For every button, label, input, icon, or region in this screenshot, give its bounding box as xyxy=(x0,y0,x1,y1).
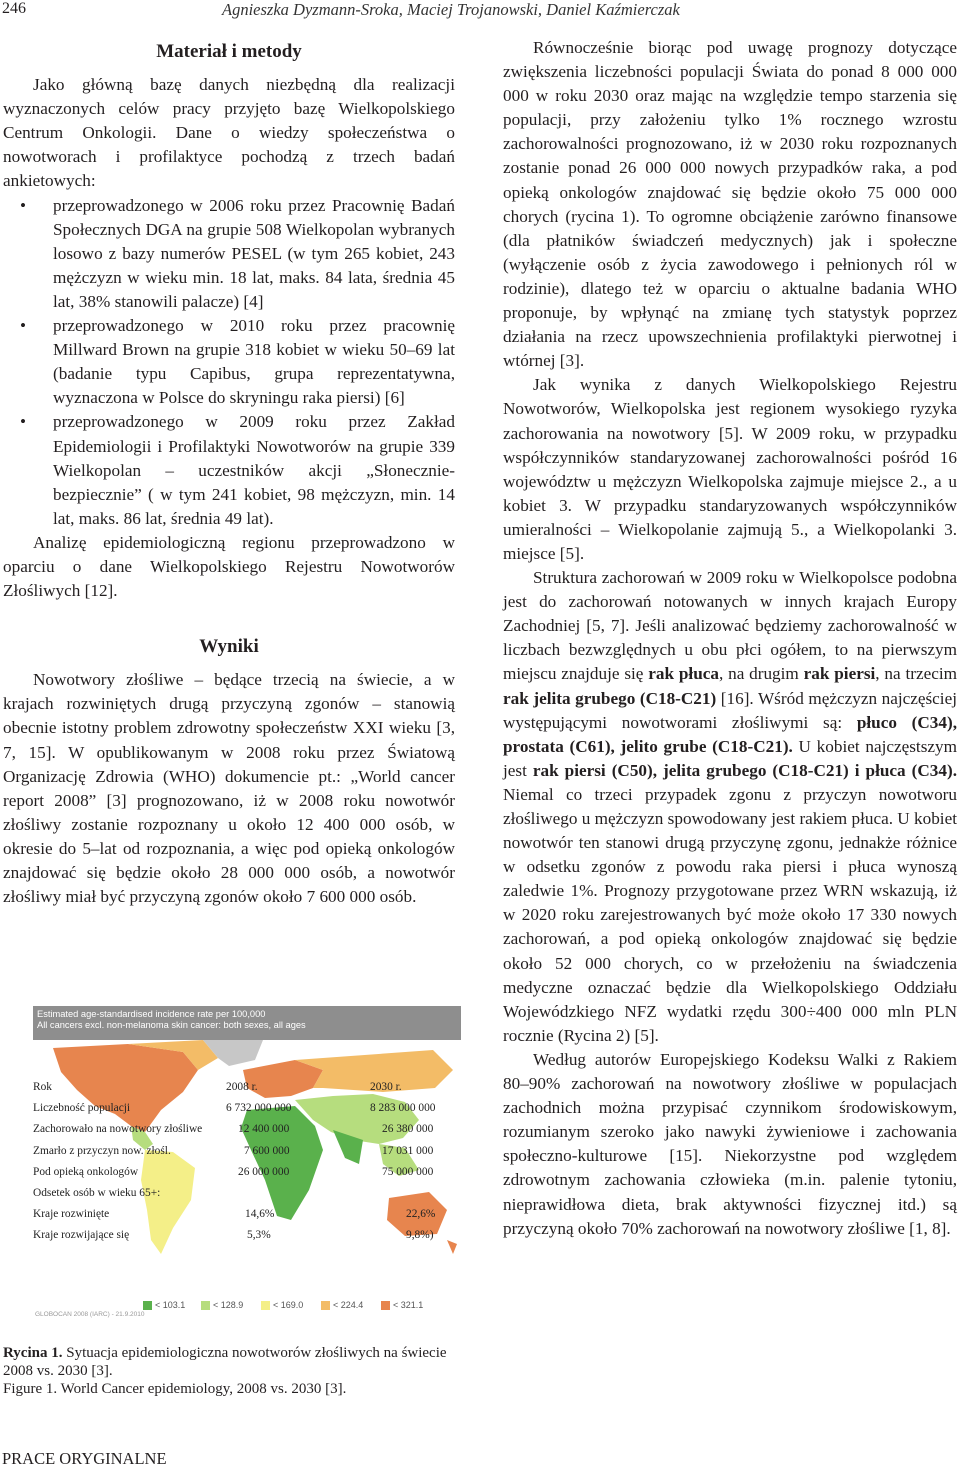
section-footer: PRACE ORYGINALNE xyxy=(2,1449,167,1468)
results-paragraph: Nowotwory złośliwe – będące trzecią na świecie, a w krajach rozwiniętych drugą przyczyną zgonów – stanowią obecnie istotny problem zdrowotny społeczeństw XXI wieku [3, 7, 15]. W opublikowanym w 2008 roku przez Światową Organizację Zdrowia (WHO) dokumencie pt.: „World cancer report 2008” [3] prognozowano, iż w 2008 roku nowotwór złośliwy zostanie rozpoznany u około 12 400 000 osób, w okresie do 5–lat od rozpoznania, a więc pod opieką onkologów znajdować się będzie około 28 000 000 osób, a nowotwór złośliwy miał być przyczyną zgonów około 7 600 000 osób. xyxy=(3,670,455,907)
map-title: Estimated age-standardised incidence rate per 100,000 All cancers excl. non-melanoma skin cancer: both sexes, all ages xyxy=(37,1009,306,1030)
legend-item: < 169.0 xyxy=(261,1300,303,1310)
legend-item: < 128.9 xyxy=(201,1300,243,1310)
legend-item: < 224.4 xyxy=(321,1300,363,1310)
caption-text: Sytuacja epidemiologiczna nowotworów złośliwych na świecie 2008 vs. 2030 [3]. xyxy=(3,1345,447,1379)
survey-item: • przeprowadzonego w 2009 roku przez Zakład Epidemiologii i Profilaktyki Nowotworów na grupie 339 Wielkopolan – uczestników akcji „Słonecznie-bezpiecznie” ( w tym 241 kobiet, 98 mężczyzn, min. 14 lat, maks. 86 lat, średnia 49 lat). xyxy=(3,410,455,530)
methods-paragraph: Jako główną bazę danych niezbędną dla realizacji wyznaczonych celów pracy przyjęto bazę Wielkopolskiego Centrum Onkologii. Dane o wiedzy społeczeństwa o nowotworach i profilaktyce pochodzą z trzech badań ankietowych: xyxy=(3,75,455,191)
legend-item: < 103.1 xyxy=(143,1300,185,1310)
heading-results: Wyniki xyxy=(199,636,259,658)
right-paragraph: Struktura zachorowań w 2009 roku w Wielkopolsce podobna jest do zachorowań notowanych w innych krajach Europy Zachodniej [5, 7]. Jeśli analizować będziemy zachorowalność w liczbach bezwzględnych u obu płci ogółem, to na pierwszym miejscu znajduje się rak płuca, na drugim rak piersi, na trzecim rak jelita grubego (C18-C21) [16]. Wśród mężczyzn najczęściej występującymi nowotworami złośliwymi są: płuco (C34), prostata (C61), jelito grube (C18-C21). U kobiet najczęstszym jest rak piersi (C50), jelita grubego (C18-C21) i płuca (C34). Niemal co trzeci przypadek zgonu z przyczyn nowotworu złośliwego u mężczyzn spowodowany jest rakiem płuca. U kobiet nowotwór ten stanowi drugą przyczynę zgonu, jednakże różnice w odsetku zgonów z powodu raka piersi i płuca wynoszą zaledwie 1%. Prognozy przygotowane przez WRN wskazują, iż w 2020 roku zarejestrowanych być może około 17 330 nowych zachorowań, a pod opieką onkologów znajdować się będzie około 52 000 chorych, co w przełożeniu na świadczenia medyczne oznaczać będzie dla Wielkopolskiego Oddziału Wojewódzkiego NFZ wydatki rzędu 300÷400 000 mln PLN rocznie (Rycina 2) [5]. xyxy=(503,568,957,1045)
right-paragraph: Równocześnie biorąc pod uwagę prognozy dotyczące zwiększenia liczebności populacji Świata do ponad 8 000 000 000 w roku 2030 oraz mając na względzie tempo starzenia się populacji, przy założeniu tylko 1% rocznego wzrostu zachorowalności prognozowano, iż w 2030 roku rozpoznanych zostanie ponad 26 000 000 nowych przypadków raka, a pod opieką onkologów znajdować się będzie około 75 000 000 chorych (rycina 1). To ogromne obciążenie zarówno finansowe (dla płatników świadczeń medycznych) jak i społeczne (wyłączenie osób z życia zawodowego i pełnionych ról w rodzinie), dlatego też w oparciu o aktualne badania WHO proponuje, by wpłynąć na zmianę tych statystyk poprzez działania na rzecz upowszechnienia profilaktyki pierwotnej i wtórnej [3]. xyxy=(503,38,957,371)
table-row: Odsetek osób w wieku 65+: xyxy=(33,1186,161,1199)
map-credit: GLOBOCAN 2008 (IARC) - 21.9.2010 xyxy=(35,1311,145,1318)
caption-english: Figure 1. World Cancer epidemiology, 2008 vs. 2030 [3]. xyxy=(3,1381,347,1397)
table-row: Zachorowało na nowotwory złośliwe 12 400 000 26 380 000 xyxy=(33,1123,434,1136)
epidemiology-table xyxy=(33,1081,461,1251)
table-row: Kraje rozwinięte 14,6% 22,6% xyxy=(33,1208,436,1221)
running-authors: Agnieszka Dyzmann-Sroka, Maciej Trojanowski, Daniel Kaźmierczak xyxy=(222,0,680,19)
legend-item: < 321.1 xyxy=(381,1300,423,1310)
table-row: Pod opieką onkologów 26 000 000 75 000 000 xyxy=(33,1165,434,1178)
map-title-bar xyxy=(33,1006,461,1040)
left-column xyxy=(3,36,455,909)
table-row: Zmarło z przyczyn now. złośl. 7 600 000 17 031 000 xyxy=(33,1144,434,1157)
table-row: Kraje rozwijające się 5,3% 9,8%) xyxy=(33,1229,434,1242)
heading-methods: Materiał i metody xyxy=(156,41,302,62)
survey-list xyxy=(3,194,455,531)
table-row: Liczebność populacji 6 732 000 000 8 283 000 000 xyxy=(33,1102,436,1115)
figure-caption xyxy=(3,1344,461,1398)
right-paragraph: Jak wynika z danych Wielkopolskiego Rejestru Nowotworów, Wielkopolska jest regionem wysokiego ryzyka zachorowania na nowotwory [5]. W 2009 roku, w przypadku współczynników standaryzowanej zachorowalności pośród 16 województw u mężczyzn Wielkopolska zajmuje miejsce 2., a u kobiet 3. W przypadku standaryzowanych współczynników umieralności – Wielkopolanie zajmują 5., a Wielkopolanki 3. miejsce [5]. xyxy=(503,375,957,563)
survey-item: • przeprowadzonego w 2006 roku przez Pracownię Badań Społecznych DGA na grupie 508 Wielkopolan wybranych losowo z bazy numerów PESEL (w tym 265 kobiet, 243 mężczyzn w wieku min. 18 lat, maks. 84 lata, średnia 45 lat, 38% stanowili palacze) [4] xyxy=(3,194,455,314)
world-cancer-map-figure xyxy=(33,1006,461,1322)
page-number: 246 xyxy=(2,0,26,17)
right-column xyxy=(503,36,957,1241)
caption-label: Rycina 1. xyxy=(3,1345,63,1361)
survey-item: • przeprowadzonego w 2010 roku przez pracownię Millward Brown na grupie 318 kobiet w wieku 50–69 lat (badanie typu Capibus, grupa reprezentatywna, wyznaczona w Polsce do skryningu raka piersi) [6] xyxy=(3,314,455,410)
analysis-paragraph: Analizę epidemiologiczną regionu przeprowadzono w oparciu o dane Wielkopolskiego Rejestru Nowotworów Złośliwych [12]. xyxy=(3,532,455,601)
table-row: Rok 2008 r. 2030 r. xyxy=(33,1081,402,1093)
page-header xyxy=(0,0,960,22)
right-paragraph: Według autorów Europejskiego Kodeksu Walki z Rakiem 80–90% zachorowań na nowotwory złośliwe w populacjach zachodnich można przypisać czynnikom środowiskowym, rozumianym szeroko jako nawyki żywieniowe i zachowania społeczno-kulturowe [15]. Niekorzystne pod względem zdrowotnym zachowania człowieka (m.in. palenie tytoniu, nieprawidłowa dieta, brak aktywności fizycznej itd.) są przyczyną około 70% zachorowań na nowotwory złośliwe [1, 8]. xyxy=(503,1049,957,1238)
